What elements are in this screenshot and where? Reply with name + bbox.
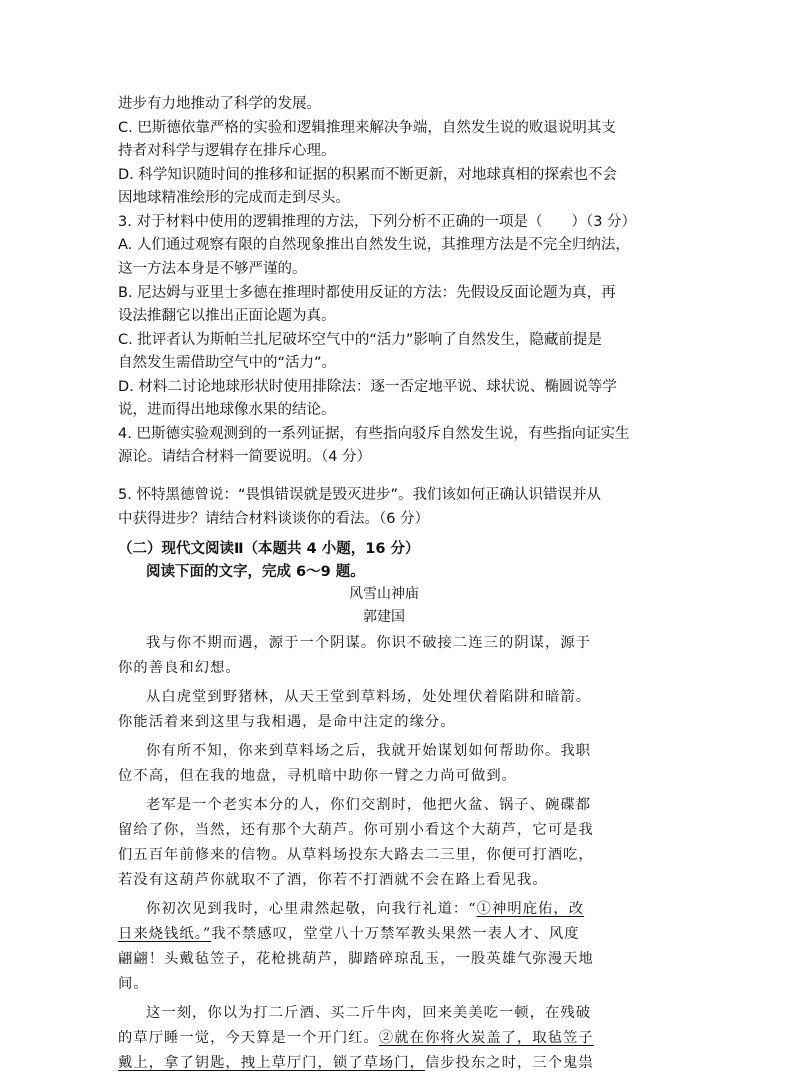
story-line: 我与你不期而遇，源于一个阴谋。你识不破接二连三的阴谋，源于 [146,635,592,651]
story-line: 你的善良和幻想。 [118,660,241,676]
story-line [118,1027,594,1047]
text-line: 自然发生需借助空气中的“活力”。 [118,355,337,371]
story-line [118,923,580,943]
question-3: 3. 对于材料中使用的逻辑推理的方法，下列分析不正确的一项是（ ）（3 分） [118,214,637,230]
story-line: 你能活着来到这里与我相遇，是命中注定的缘分。 [118,714,456,730]
story-line: 从白虎堂到野猪林，从天王堂到草料场，处处埋伏着陷阱和暗箭。 [146,689,592,705]
question-5: 5. 怀特黑德曾说：“畏惧错误就是毁灭进步”。我们该如何正确认识错误并从 [118,487,601,503]
story-line [146,898,584,918]
story-title: 风雪山神庙 [349,586,419,602]
story-text: 信步投东之时，三个鬼祟 [424,1055,594,1071]
story-line: 间。 [118,976,149,992]
story-text: 的草厅睡一觉，今天算是一个开门红。 [118,1030,379,1046]
text-line: 中获得进步？请结合材料谈谈你的看法。（6 分） [118,511,430,527]
underlined-sentence-1-end: 日来烧钱纸。” [118,926,212,942]
story-line: 老军是一个老实本分的人，你们交割时，他把火盆、锅子、碗碟都 [146,797,592,813]
text-line: 说，进而得出地球像水果的结论。 [118,402,336,418]
text-line: 源论。请结合材料一简要说明。（4 分） [118,449,372,465]
story-line [118,1052,594,1072]
story-line: 留给了你，当然，还有那个大葫芦。你可别小看这个大葫芦，它可是我 [118,822,594,838]
option-b-line: B. 尼达姆与亚里士多德在推理时都使用反证的方法：先假设反面论题为真，再 [118,285,616,301]
underlined-sentence-2-end: 戴上，拿了钥匙，拽上草厅门，锁了草场门， [118,1055,425,1071]
section-instruction: 阅读下面的文字，完成 6～9 题。 [146,564,365,580]
option-a-line: A. 人们通过观察有限的自然现象推出自然发生说，其推理方法是不完全归纳法， [118,237,630,253]
option-d-line: D. 科学知识随时间的推移和证据的积累而不断更新，对地球真相的探索也不会 [118,167,617,183]
option-c-line: C. 巴斯德依靠严格的实验和逻辑推理来解决争端，自然发生说的败退说明其支 [118,120,616,136]
story-line: 这一刻，你以为打二斤酒、买二斤牛肉，回来美美吃一顿，在残破 [146,1005,592,1021]
option-d-line: D. 材料二讨论地球形状时使用排除法：逐一否定地平说、球状说、椭圆说等学 [118,379,617,395]
story-text: 我不禁感叹，堂堂八十万禁军教头果然一表人才、风度 [211,926,580,942]
story-author: 郭建国 [363,609,405,625]
underlined-sentence-1: ①神明庇佑，改 [476,901,585,917]
text-line: 进步有力地推动了科学的发展。 [118,96,321,112]
text-line: 持者对科学与逻辑存在排斥心理。 [118,143,336,159]
story-text: 你初次见到我时，心里肃然起敬，向我行礼道：“ [146,901,477,917]
story-line: 位不高，但在我的地盘，寻机暗中助你一臂之力尚可做到。 [118,768,518,784]
story-line: 你有所不知，你来到草料场之后，我就开始谋划如何帮助你。我职 [146,743,592,759]
text-line: 设法推翻它以推出正面论题为真。 [118,308,336,324]
story-line: 若没有这葫芦你就取不了酒，你若不打酒就不会在路上看见我。 [118,872,548,888]
story-line: 们五百年前修来的信物。从草料场投东大路去二三里，你便可打酒吃， [118,847,594,863]
section-heading: （二）现代文阅读Ⅱ（本题共 4 小题，16 分） [118,541,420,557]
underlined-sentence-2: ②就在你将火炭盖了，取毡笠子 [378,1030,594,1046]
story-line: 翩翩！头戴毡笠子，花枪挑葫芦，脚踏碎琼乱玉，一股英雄气弥漫天地 [118,951,594,967]
text-line: 这一方法本身是不够严谨的。 [118,261,307,277]
option-c-line: C. 批评者认为斯帕兰扎尼破坏空气中的“活力”影响了自然发生，隐藏前提是 [118,332,602,348]
question-4: 4. 巴斯德实验观测到的一系列证据，有些指向驳斥自然发生说，有些指向证实生 [118,426,630,442]
text-line: 因地球精准绘形的完成而走到尽头。 [118,190,350,206]
